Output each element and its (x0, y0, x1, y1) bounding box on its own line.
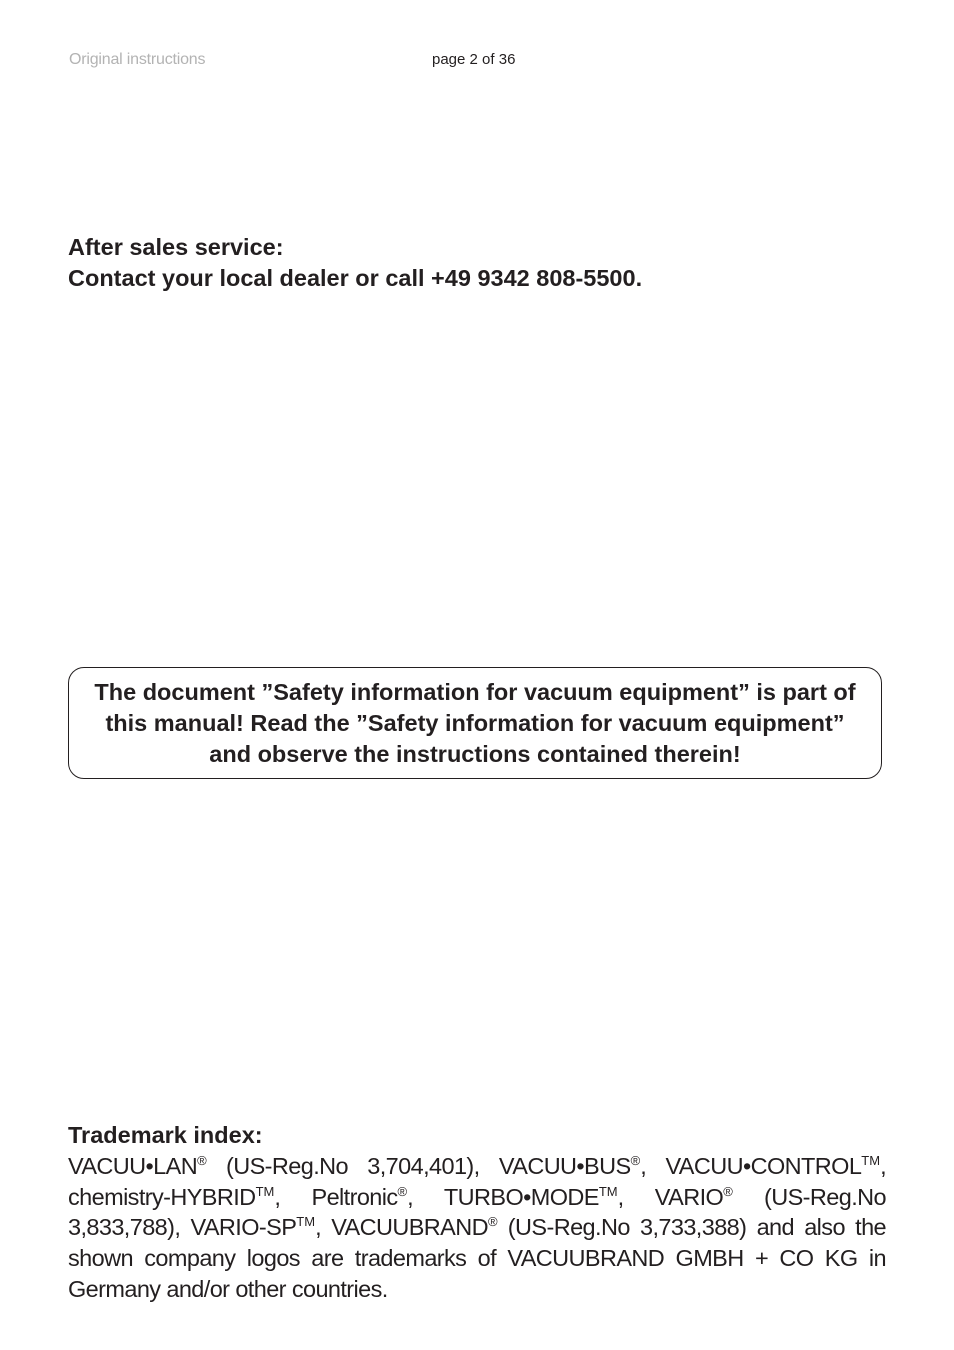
trademark-heading: Trademark index: (68, 1122, 263, 1148)
safety-notice-text: The document ”Safety information for vacuum equipment” is part of this manual! Read the ”Safety information for vacuum equipment” and observe the instructions contained therein! (94, 679, 856, 767)
trademark-symbol: ® (723, 1183, 733, 1199)
document-type-label: Original instructions (69, 51, 206, 68)
after-sales-heading: After sales service: (68, 234, 284, 260)
trademark-symbol: ® (197, 1153, 207, 1168)
trademark-text-segment: , VARIO (617, 1183, 724, 1210)
trademark-symbol: ® (488, 1214, 498, 1230)
trademark-symbol: TM (296, 1214, 316, 1230)
trademark-text-segment: , VACUU•CONTROL (640, 1153, 862, 1179)
trademark-text-segment: (US-Reg.No 3,833,788), VARIO-SP (68, 1183, 886, 1241)
trademark-text-segment: , TURBO•MODE (407, 1183, 599, 1210)
trademark-text (68, 1151, 886, 1305)
trademark-text-segment: , VACUUBRAND (315, 1214, 488, 1241)
trademark-symbol: ® (397, 1183, 408, 1199)
page-number: page 2 of 36 (432, 51, 516, 68)
trademark-text-segment: , chemistry-HYBRID (68, 1153, 887, 1210)
trademark-text-segment: , Peltronic (274, 1183, 398, 1210)
after-sales-service-section (68, 232, 642, 294)
trademark-symbol: TM (255, 1183, 275, 1199)
contact-line: Contact your local dealer or call +49 9342 808-5500. (68, 265, 643, 291)
trademark-symbol: TM (861, 1153, 881, 1168)
trademark-text-segment: VACUU•LAN (68, 1153, 198, 1179)
trademark-symbol: TM (598, 1183, 618, 1199)
trademark-symbol: ® (630, 1153, 641, 1168)
trademark-text-segment: (US-Reg.No 3,733,388) and also the shown company logos are trademarks of VACUUBRAND GMBH + CO KG in Germany and/or other countries. (68, 1214, 887, 1302)
safety-notice-box (68, 667, 882, 779)
trademark-text-segment: (US-Reg.No 3,704,401), VACUU•BUS (206, 1153, 631, 1179)
